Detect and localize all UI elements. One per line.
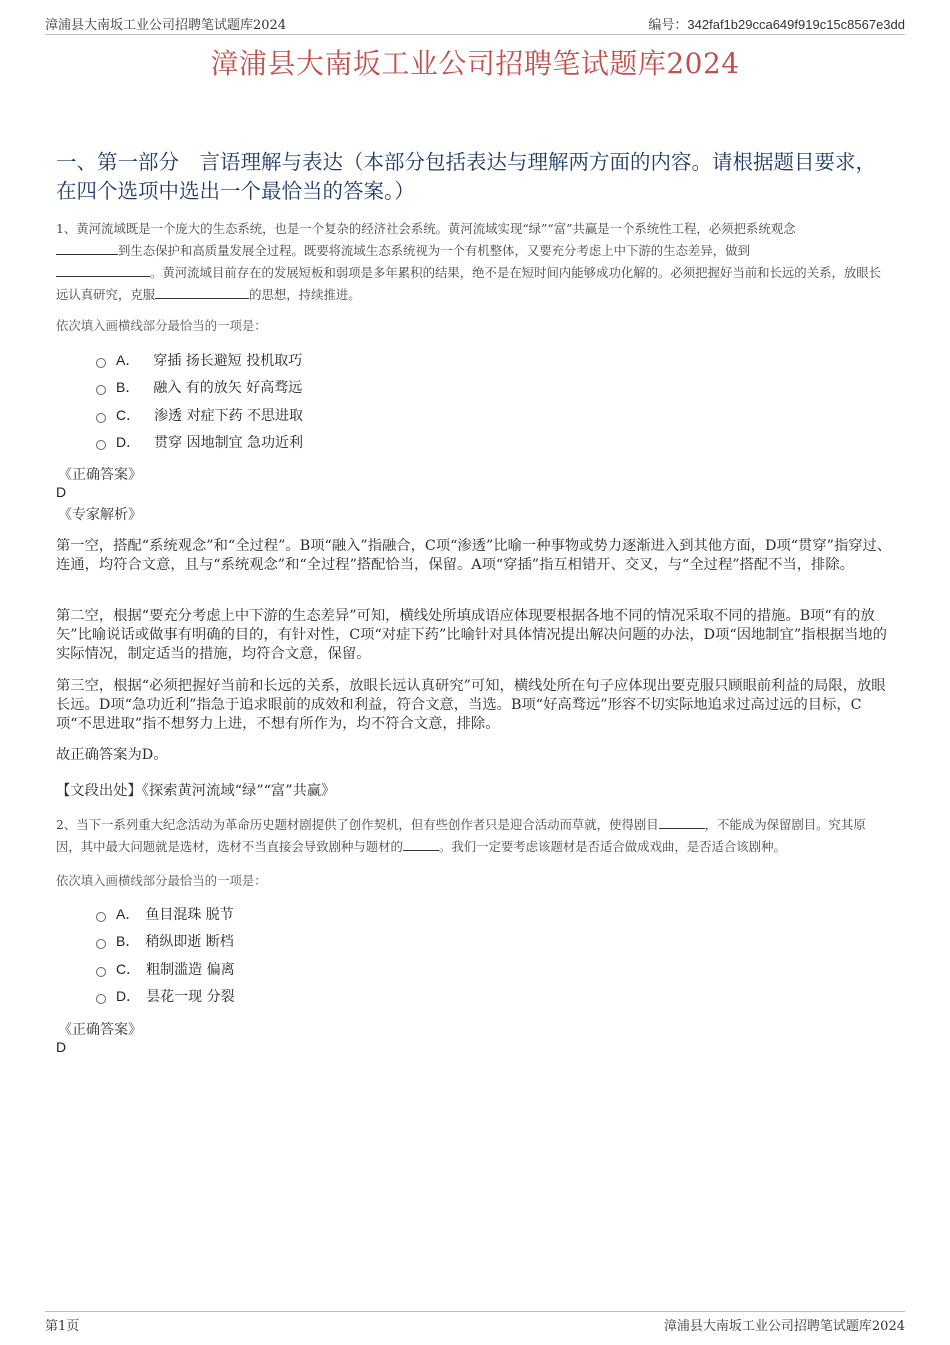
analysis-paragraph: 第一空，搭配“系统观念”和“全过程”。B项“融入”指融合，C项“渗透”比喻一种事物或势力逐渐进入到其他方面，D项“贯穿”指穿过、连通，均符合文意，且与“系统观念”和“全过程”搭配恰当，保留。A项“穿插”指互相错开、交叉，与“全过程”搭配不当，排除。 <box>56 538 892 573</box>
question-1-options <box>96 346 303 456</box>
blank-2 <box>403 838 439 851</box>
question-1-text: 1、黄河流域既是一个庞大的生态系统，也是一个复杂的经济社会系统。黄河流域实现“绿”“富”共赢是一个系统性工程，必须把系统观念 到生态保护和高质量发展全过程。既要将流域生态系统视为一个有机整体，又要充分考虑上中下游的生态差异，做到 。黄河流域目前存在的发展短板和弱项是多年累积的结果，绝不是在短时间内能够成功化解的。必须把握好当前和长远的关系，放眼长远认真研究，克服 的思想，持续推进。 <box>56 221 882 302</box>
option-c[interactable]: C． 渗透 对症下药 不思进取 <box>96 401 303 429</box>
footer-doc-name: 漳浦县大南坂工业公司招聘笔试题库2024 <box>663 1319 905 1334</box>
option-a[interactable]: A． 鱼目混珠 脱节 <box>96 900 235 928</box>
blank-1 <box>659 816 705 829</box>
radio-button-icon[interactable] <box>96 413 106 423</box>
page-header <box>45 14 905 35</box>
question-2-prompt: 依次填入画横线部分最恰当的一项是： <box>56 873 267 888</box>
analysis-conclusion: 故正确答案为D。 <box>56 747 168 763</box>
question-1-prompt: 依次填入画横线部分最恰当的一项是： <box>56 318 267 333</box>
radio-button-icon[interactable] <box>96 912 106 922</box>
radio-button-icon[interactable] <box>96 994 106 1004</box>
question-2-options <box>96 900 235 1010</box>
option-c[interactable]: C． 粗制滥造 偏离 <box>96 955 235 983</box>
answer-value: D <box>56 1039 67 1055</box>
answer-label: 《正确答案》 <box>58 467 142 483</box>
answer-label: 《正确答案》 <box>58 1022 142 1038</box>
option-b[interactable]: B． 稍纵即逝 断档 <box>96 928 235 956</box>
analysis-label: 《专家解析》 <box>58 507 142 523</box>
analysis-paragraph: 第三空，根据“必须把握好当前和长远的关系，放眼长远认真研究”可知，横线处所在句子应体现出要克服只顾眼前利益的局限，放眼长远。D项“急功近利”指急于追求眼前的成效和利益，符合文意，当选。B项“好高骛远”形容不切实际地追求过高过远的目标，C项“不思进取”指不想努力上进，不想有所作为，均不符合文意，排除。 <box>56 678 886 732</box>
header-doc-id: 编号：342faf1b29cca649f919c15c8567e3dd <box>648 17 905 33</box>
document-title: 漳浦县大南坂工业公司招聘笔试题库2024 <box>210 47 740 80</box>
source-citation: 【文段出处】《探索黄河流域“绿”“富”共赢》 <box>56 783 336 799</box>
option-d[interactable]: D． 昙花一现 分裂 <box>96 983 235 1011</box>
radio-button-icon[interactable] <box>96 385 106 395</box>
analysis-paragraph: 第二空，根据“要充分考虑上中下游的生态差异”可知，横线处所填成语应体现要根据各地不同的情况采取不同的措施。B项“有的放矢”比喻说话或做事有明确的目的，有针对性，C项“对症下药”比喻针对具体情况提出解决问题的办法，D项“因地制宜”指根据当地的实际情况，制定适当的措施，均符合文意，保留。 <box>56 608 887 662</box>
blank-3 <box>155 286 249 299</box>
blank-2 <box>56 264 150 277</box>
option-d[interactable]: D． 贯穿 因地制宜 急功近利 <box>96 429 303 457</box>
option-b[interactable]: B． 融入 有的放矢 好高骛远 <box>96 374 303 402</box>
radio-button-icon[interactable] <box>96 939 106 949</box>
page-footer <box>45 1311 905 1334</box>
header-doc-name: 漳浦县大南坂工业公司招聘笔试题库2024 <box>45 18 287 33</box>
section-title: 一、第一部分 言语理解与表达（本部分包括表达与理解两方面的内容。请根据题目要求，在四个选项中选出一个最恰当的答案。） <box>56 150 876 203</box>
blank-1 <box>56 242 118 255</box>
radio-button-icon[interactable] <box>96 358 106 368</box>
answer-value: D <box>56 484 67 500</box>
radio-button-icon[interactable] <box>96 967 106 977</box>
radio-button-icon[interactable] <box>96 440 106 450</box>
question-2-text: 2、当下一系列重大纪念活动为革命历史题材剧提供了创作契机，但有些创作者只是迎合活动而草就，使得剧目 ，不能成为保留剧目。究其原因，其中最大问题就是选材，选材不当直接会导致剧种与题材的 。我们一定要考虑该题材是否适合做成戏曲，是否适合该剧种。 <box>56 817 866 854</box>
option-a[interactable]: A． 穿插 扬长避短 投机取巧 <box>96 346 303 374</box>
page-number: 第1页 <box>45 1319 80 1334</box>
